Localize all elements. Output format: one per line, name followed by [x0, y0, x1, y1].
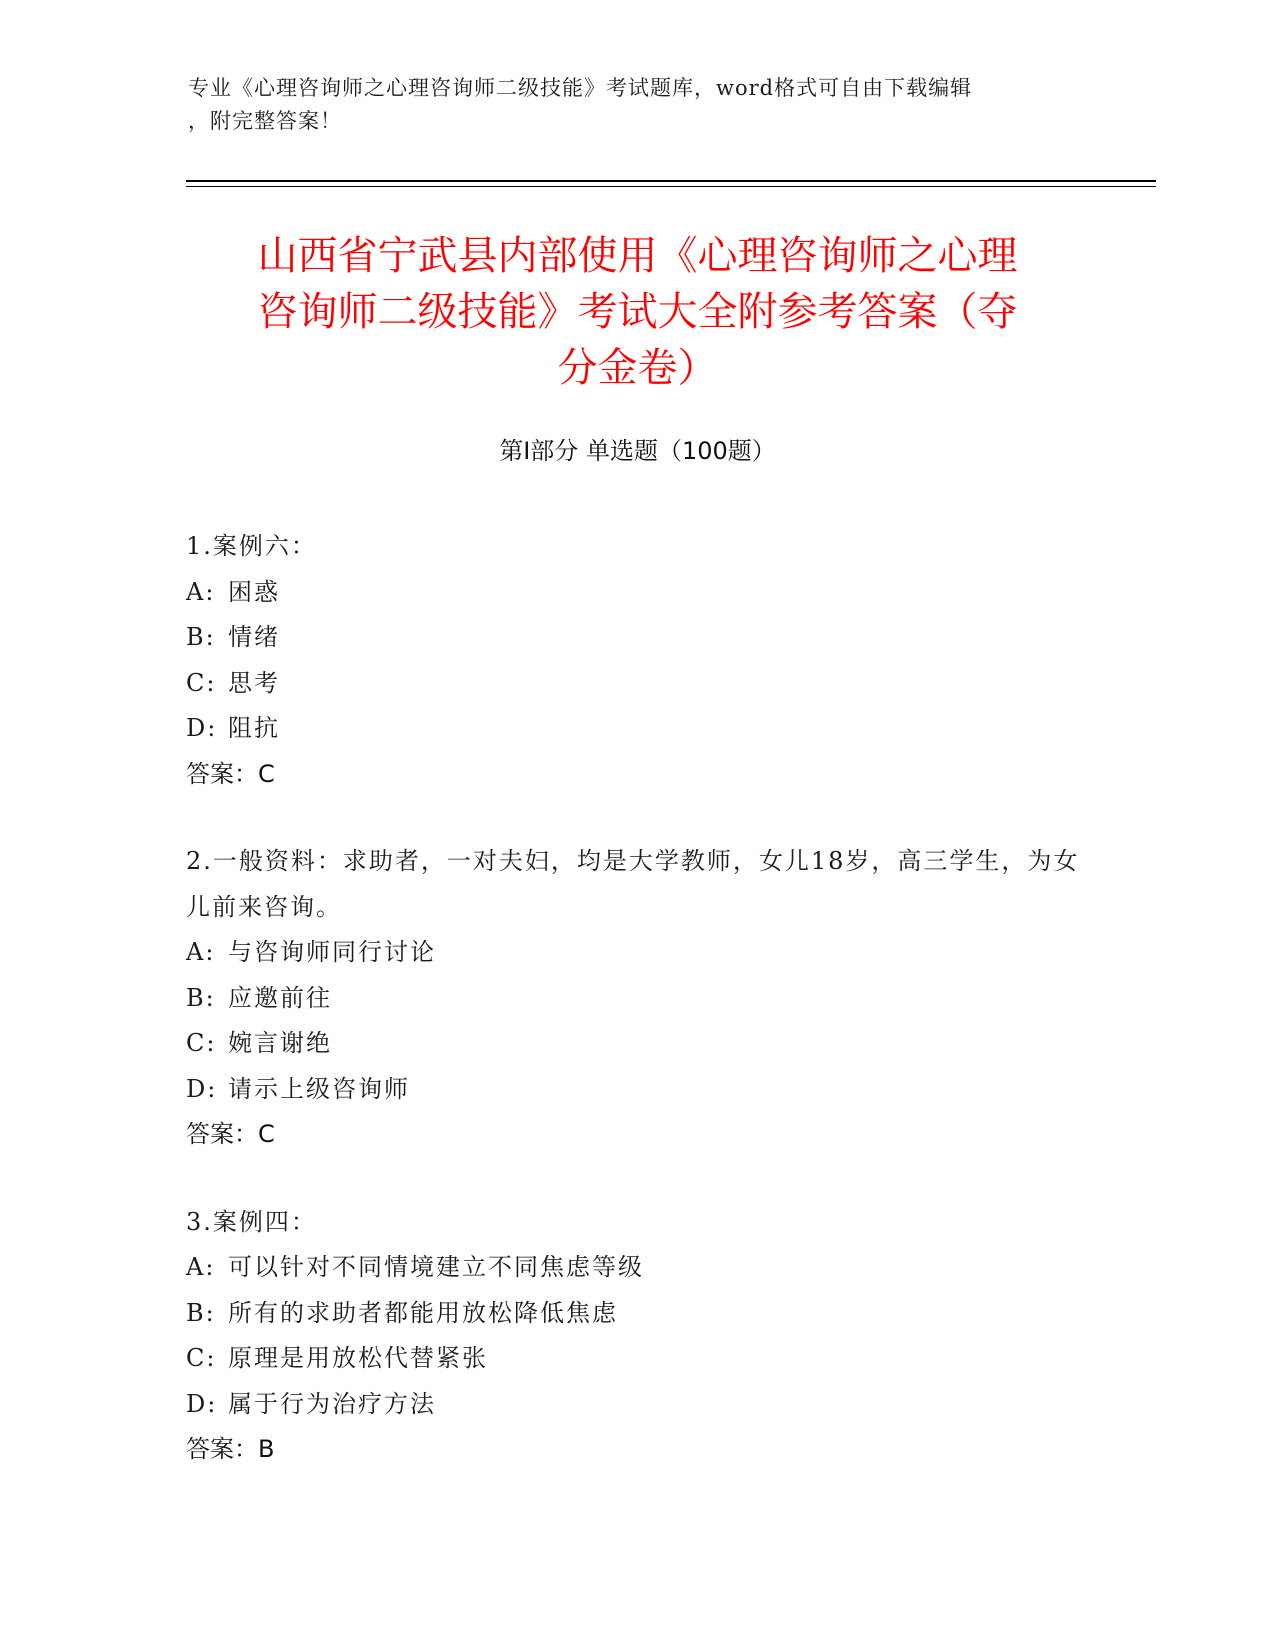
option-letter: B:	[186, 623, 216, 651]
option-b	[186, 615, 1086, 661]
option-text: 请示上级咨询师	[228, 1074, 410, 1103]
option-letter: D:	[186, 714, 218, 742]
document-title-line-2: 咨询师二级技能》考试大全附参考答案（夺	[257, 289, 1018, 335]
option-text: 阻抗	[228, 714, 280, 742]
option-text: 婉言谢绝	[228, 1029, 332, 1057]
option-text: 情绪	[228, 623, 280, 651]
option-c	[186, 661, 1086, 707]
option-a	[186, 570, 1086, 616]
option-d	[186, 1067, 1086, 1113]
option-text: 原理是用放松代替紧张	[228, 1344, 488, 1372]
answer-line: 答案：C	[186, 759, 275, 788]
answer-line: 答案：B	[186, 1435, 275, 1463]
header-divider-thick	[186, 180, 1156, 182]
question-3	[186, 1200, 1086, 1473]
question-stem: 2.一般资料：求助者，一对夫妇，均是大学教师，女儿18岁，高三学生，为女儿前来咨询。	[186, 847, 1080, 921]
option-letter: C:	[186, 1029, 217, 1057]
question-list	[186, 524, 1086, 1515]
option-text: 可以针对不同情境建立不同焦虑等级	[228, 1253, 644, 1281]
option-letter: B:	[186, 983, 216, 1012]
question-1	[186, 524, 1086, 797]
option-d	[186, 706, 1086, 752]
option-text: 思考	[228, 668, 280, 697]
option-text: 与咨询师同行讨论	[228, 938, 436, 966]
document-title-line-1: 山西省宁武县内部使用《心理咨询师之心理	[257, 233, 1018, 279]
option-c	[186, 1336, 1086, 1382]
document-title	[150, 228, 1125, 396]
option-a	[186, 930, 1086, 976]
option-letter: A:	[186, 1253, 216, 1281]
header-divider-thin	[186, 186, 1156, 187]
question-2	[186, 839, 1086, 1158]
header-note	[188, 72, 1068, 138]
option-text: 应邀前往	[228, 983, 332, 1012]
header-note-line-1: 专业《心理咨询师之心理咨询师二级技能》考试题库，word格式可自由下载编辑	[188, 76, 973, 100]
option-letter: D:	[186, 1074, 218, 1103]
question-stem: 3.案例四：	[186, 1207, 317, 1236]
option-letter: B:	[186, 1298, 216, 1327]
option-letter: C:	[186, 1344, 217, 1372]
option-d	[186, 1382, 1086, 1428]
option-b	[186, 976, 1086, 1022]
document-title-line-3: 分金卷）	[557, 345, 718, 391]
option-letter: A:	[186, 938, 216, 966]
option-text: 困惑	[228, 577, 280, 606]
option-b	[186, 1291, 1086, 1337]
answer-line: 答案：C	[186, 1120, 275, 1148]
option-letter: D:	[186, 1389, 218, 1418]
option-a	[186, 1245, 1086, 1291]
option-c	[186, 1021, 1086, 1067]
option-text: 所有的求助者都能用放松降低焦虑	[228, 1298, 618, 1327]
option-letter: C:	[186, 668, 217, 697]
header-note-line-2: ，附完整答案！	[188, 109, 342, 133]
question-stem: 1.案例六：	[186, 532, 317, 560]
option-letter: A:	[186, 577, 216, 606]
option-text: 属于行为治疗方法	[228, 1389, 436, 1418]
section-heading: 第Ⅰ部分 单选题（100题）	[499, 437, 776, 465]
